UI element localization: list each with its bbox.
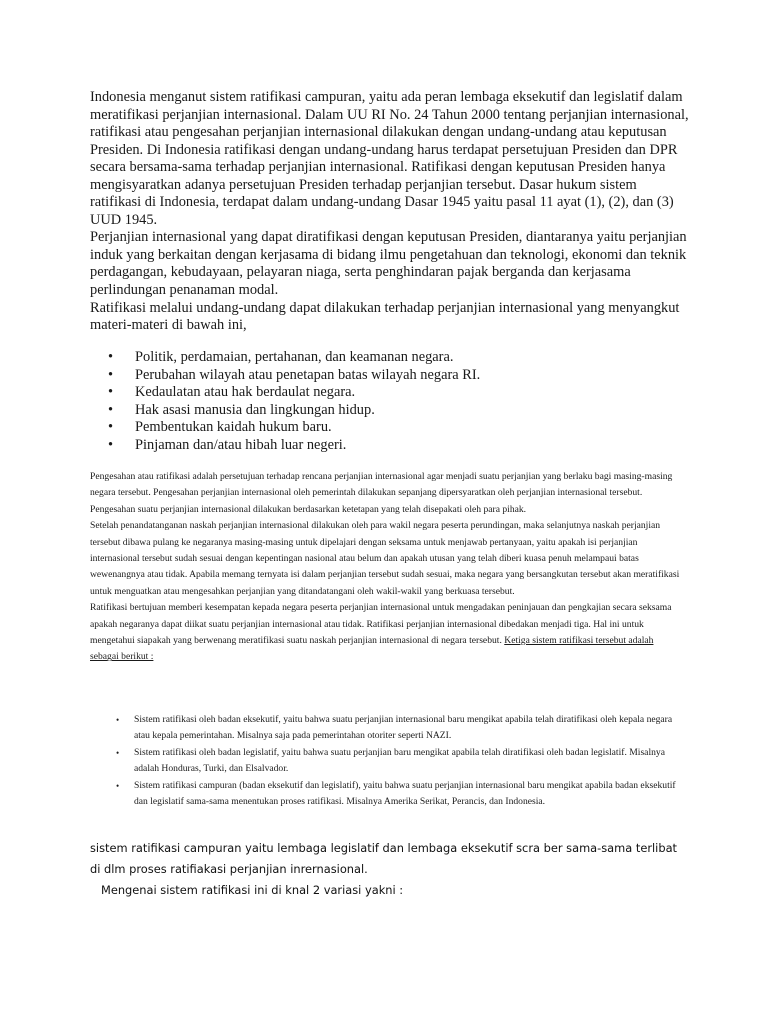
list-item-text: Sistem ratifikasi oleh badan eksekutif, yaitu bahwa suatu perjanjian internasional baru mengikat apabila telah diratifikasi oleh kepala negara atau kepala pemerintahan. Misalnya saja pada pemerintahan otoriter seperti NAZI. — [134, 714, 673, 742]
list-item-text: Perubahan wilayah atau penetapan batas wilayah negara RI. — [135, 366, 481, 383]
bullet-icon: • — [108, 384, 114, 401]
paragraph-ratification-purpose — [90, 600, 684, 666]
paragraph-signing-process: Setelah penandatanganan naskah perjanjian internasional dilakukan oleh para wakil negara peserta perundingan, maka selanjutnya naskah perjanjian tersebut dibawa pulang ke negaranya masing-masing untuk dipelajari dengan seksama untuk menjawab pertanyaan, yaitu apakah isi perjanjian internasional tersebut sudah sesuai dengan kepentingan nasional atau belum dan apakah utusan yang telah diberi kuasa penuh melampaui batas wewenangnya atau tidak. Apabila memang ternyata isi dalam perjanjian tersebut sudah sesuai, maka negara yang bersangkutan tersebut akan meratifikasi untuk menguatkan atau mengesahkan perjanjian yang ditandatangani oleh wakil-wakil yang berkuasa tersebut. — [90, 520, 680, 597]
bullet-icon: • — [116, 747, 120, 758]
list-item-text: Sistem ratifikasi oleh badan legislatif, yaitu bahwa suatu perjanjian baru mengikat apabila telah diratifikasi oleh badan legislatif. Misalnya adalah Honduras, Turki, dan Elsalvador. — [134, 746, 665, 775]
list-item — [116, 712, 686, 745]
bullet-icon: • — [116, 780, 120, 791]
list-item — [108, 384, 668, 402]
list-item-text: Sistem ratifikasi campuran (badan eksekutif dan legislatif), yaitu bahwa suatu perjanjian internasional baru mengikat apabila badan eksekutif dan legislatif sama-sama menentukan proses ratifikasi. Misalnya Amerika Serikat, Perancis, dan Indonesia. — [134, 779, 676, 808]
law-topics-list — [108, 349, 668, 455]
list-item-text: Kedaulatan atau hak berdaulat negara. — [135, 384, 356, 401]
paragraph-ratification-system: Indonesia menganut sistem ratifikasi campuran, yaitu ada peran lembaga eksekutif dan legislatif dalam meratifikasi perjanjian internasional. Dalam UU RI No. 24 Tahun 2000 tentang perjanjian internasional, ratifikasi atau pengesahan perjanjian internasional dilakukan dengan undang-undang atau keputusan Presiden. Di Indonesia ratifikasi dengan undang-undang harus terdapat persetujuan Presiden dan DPR secara bersama-sama terhadap perjanjian internasional. Ratifikasi dengan keputusan Presiden hanya mengisyaratkan adanya persetujuan Presiden terhadap perjanjian tersebut. Dasar hukum sistem ratifikasi di Indonesia, terdapat dalam undang-undang Dasar 1945 yaitu pasal 11 ayat (1), (2), dan (3) UUD 1945. — [90, 89, 689, 228]
list-item — [108, 419, 668, 437]
list-item-text: Hak asasi manusia dan lingkungan hidup. — [135, 401, 375, 418]
bullet-icon: • — [108, 401, 114, 418]
underlined-sentence: Ketiga sistem ratifikasi tersebut adalah sebagai berikut : — [90, 635, 654, 663]
list-item-text: Pembentukan kaidah hukum baru. — [135, 419, 332, 436]
paragraph-purpose-text: Ratifikasi bertujuan memberi kesempatan kepada negara peserta perjanjian internasional untuk mengadakan peninjauan dan pengkajian secara seksama apakah negaranya dapat diikat suatu perjanjian internasional atau tidak. Ratifikasi perjanjian internasional dibedakan menjadi tiga. Hal ini untuk mengetahui siapakah yang berwenang meratifikasi suatu naskah perjanjian internasional di negara tersebut. — [90, 602, 672, 647]
list-item — [108, 402, 668, 420]
ratification-systems-list — [116, 712, 686, 810]
bullet-icon: • — [108, 349, 114, 365]
list-item — [108, 349, 668, 367]
bullet-icon: • — [108, 436, 114, 453]
subheading-variations: Mengenai sistem ratifikasi ini di knal 2 variasi yakni : — [101, 883, 404, 897]
list-item — [116, 778, 686, 811]
bullet-icon: • — [116, 715, 120, 725]
intro-section — [90, 89, 690, 335]
list-item-text: Politik, perdamaian, pertahanan, dan keamanan negara. — [135, 349, 454, 365]
list-item — [108, 367, 668, 385]
paragraph-definition: Pengesahan atau ratifikasi adalah persetujuan terhadap rencana perjanjian internasional agar menjadi suatu perjanjian yang berlaku bagi masing-masing negara tersebut. Pengesahan perjanjian internasional oleh pemerintah dilakukan sepanjang dipersyaratkan oleh perjanjian internasional tersebut. Pengesahan suatu perjanjian internasional dilakukan berdasarkan ketetapan yang telah disepakati oleh para pihak. — [90, 471, 673, 515]
bullet-icon: • — [108, 366, 114, 383]
ratification-definition-section — [90, 469, 684, 666]
paragraph-law-ratification: Ratifikasi melalui undang-undang dapat dilakukan terhadap perjanjian internasional yang menyangkut materi-materi di bawah ini, — [90, 299, 680, 334]
bullet-icon: • — [108, 419, 114, 436]
paragraph-presidential-decree: Perjanjian internasional yang dapat diratifikasi dengan keputusan Presiden, diantaranya yaitu perjanjian induk yang berkaitan dengan kerjasama di bidang ilmu pengetahuan dan teknologi, ekonomi dan teknik perdagangan, kebudayaan, pelayaran niaga, serta penghindaran pajak berganda dan kerjasama perlindungan penanaman modal. — [90, 229, 687, 299]
list-item — [108, 437, 668, 455]
list-item — [116, 745, 686, 778]
list-item-text: Pinjaman dan/atau hibah luar negeri. — [135, 436, 347, 453]
mixed-system-section — [90, 838, 690, 901]
paragraph-mixed-system: sistem ratifikasi campuran yaitu lembaga legislatif dan lembaga eksekutif scra ber sama-sama terlibat di dlm proses ratifiakasi perjanjian inrernasional. — [90, 841, 678, 876]
